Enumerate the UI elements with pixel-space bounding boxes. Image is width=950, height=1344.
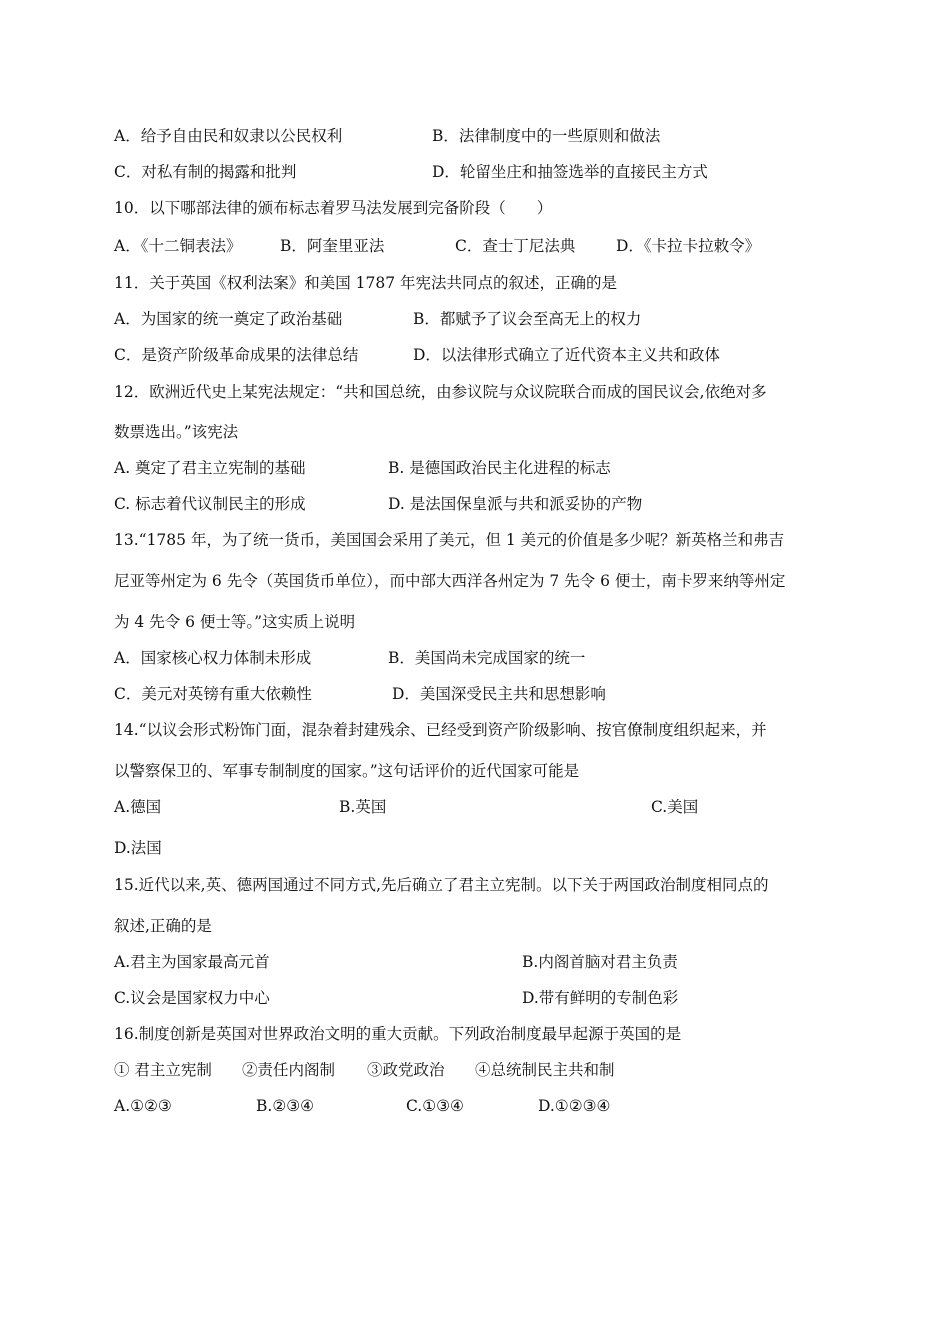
q9-option-d: D．轮留坐庄和抽签选举的直接民主方式 bbox=[432, 163, 708, 181]
q12-stem-line-1: 12．欧洲近代史上某宪法规定：“共和国总统，由参议院与众议院联合而成的国民议会,依绝对多 bbox=[114, 383, 767, 401]
q14-stem-line-2: 以警察保卫的、军事专制制度的国家。”这句话评价的近代国家可能是 bbox=[114, 762, 580, 780]
q15-option-a: A.君主为国家最高元首 bbox=[114, 953, 270, 971]
q14-option-a: A.德国 bbox=[114, 798, 162, 816]
q16-option-d: D.①②③④ bbox=[538, 1097, 611, 1115]
q12-option-b: B. 是德国政治民主化进程的标志 bbox=[388, 459, 611, 477]
q11-option-c: C．是资产阶级革命成果的法律总结 bbox=[114, 346, 359, 364]
q11-option-b: B．都赋予了议会至高无上的权力 bbox=[413, 310, 642, 328]
q15-option-b: B.内阁首脑对君主负责 bbox=[522, 953, 678, 971]
q11-option-a: A．为国家的统一奠定了政治基础 bbox=[114, 310, 343, 328]
q13-option-d: D．美国深受民主共和思想影响 bbox=[392, 685, 606, 703]
q14-option-c: C.美国 bbox=[651, 798, 699, 816]
q16-option-c: C.①③④ bbox=[406, 1097, 464, 1115]
q13-option-a: A．国家核心权力体制未形成 bbox=[114, 649, 312, 667]
q16-stem: 16.制度创新是英国对世界政治文明的重大贡献。下列政治制度最早起源于英国的是 bbox=[114, 1025, 682, 1043]
q10-option-c: C．查士丁尼法典 bbox=[455, 237, 576, 255]
q15-option-c: C.议会是国家权力中心 bbox=[114, 989, 270, 1007]
q15-option-d: D.带有鲜明的专制色彩 bbox=[522, 989, 679, 1007]
q13-stem-line-3: 为 4 先令 6 便士等。”这实质上说明 bbox=[114, 613, 356, 631]
q11-stem: 11．关于英国《权利法案》和美国 1787 年宪法共同点的叙述，正确的是 bbox=[114, 274, 618, 292]
q10-stem: 10．以下哪部法律的颁布标志着罗马法发展到完备阶段（ ） bbox=[114, 199, 553, 217]
q10-option-a: A．《十二铜表法》 bbox=[114, 237, 242, 255]
q13-option-b: B．美国尚未完成国家的统一 bbox=[388, 649, 586, 667]
q16-item-1: ① 君主立宪制 bbox=[114, 1061, 212, 1079]
q16-option-a: A.①②③ bbox=[114, 1097, 172, 1115]
q12-stem-line-2: 数票选出。”该宪法 bbox=[114, 423, 239, 441]
q12-option-c: C. 标志着代议制民主的形成 bbox=[114, 495, 306, 513]
q16-item-3: ③政党政治 bbox=[367, 1061, 445, 1079]
q13-option-c: C．美元对英镑有重大依赖性 bbox=[114, 685, 312, 703]
q9-option-c: C．对私有制的揭露和批判 bbox=[114, 163, 297, 181]
q16-item-2: ②责任内阁制 bbox=[242, 1061, 336, 1079]
q16-item-4: ④总统制民主共和制 bbox=[475, 1061, 615, 1079]
q9-option-b: B．法律制度中的一些原则和做法 bbox=[432, 127, 661, 145]
q15-stem-line-2: 叙述,正确的是 bbox=[114, 917, 212, 935]
q14-option-b: B.英国 bbox=[339, 798, 387, 816]
q10-option-d: D．《卡拉卡拉敕令》 bbox=[616, 237, 761, 255]
q12-option-a: A. 奠定了君主立宪制的基础 bbox=[114, 459, 306, 477]
q14-stem-line-1: 14.“以议会形式粉饰门面，混杂着封建残余、已经受到资产阶级影响、按官僚制度组织起来，并 bbox=[114, 721, 767, 739]
q10-option-b: B．阿奎里亚法 bbox=[280, 237, 385, 255]
q13-stem-line-2: 尼亚等州定为 6 先令（英国货币单位），而中部大西洋各州定为 7 先令 6 便士，南卡罗来纳等州定 bbox=[114, 572, 786, 590]
q15-stem-line-1: 15.近代以来,英、德两国通过不同方式,先后确立了君主立宪制。以下关于两国政治制度相同点的 bbox=[114, 876, 769, 894]
q16-option-b: B.②③④ bbox=[256, 1097, 315, 1115]
q11-option-d: D．以法律形式确立了近代资本主义共和政体 bbox=[413, 346, 720, 364]
q12-option-d: D. 是法国保皇派与共和派妥协的产物 bbox=[388, 495, 643, 513]
q13-stem-line-1: 13.“1785 年，为了统一货币，美国国会采用了美元，但 1 美元的价值是多少呢？新英格兰和弗吉 bbox=[114, 531, 785, 549]
q9-option-a: A．给予自由民和奴隶以公民权利 bbox=[114, 127, 343, 145]
q14-option-d: D.法国 bbox=[114, 839, 162, 857]
